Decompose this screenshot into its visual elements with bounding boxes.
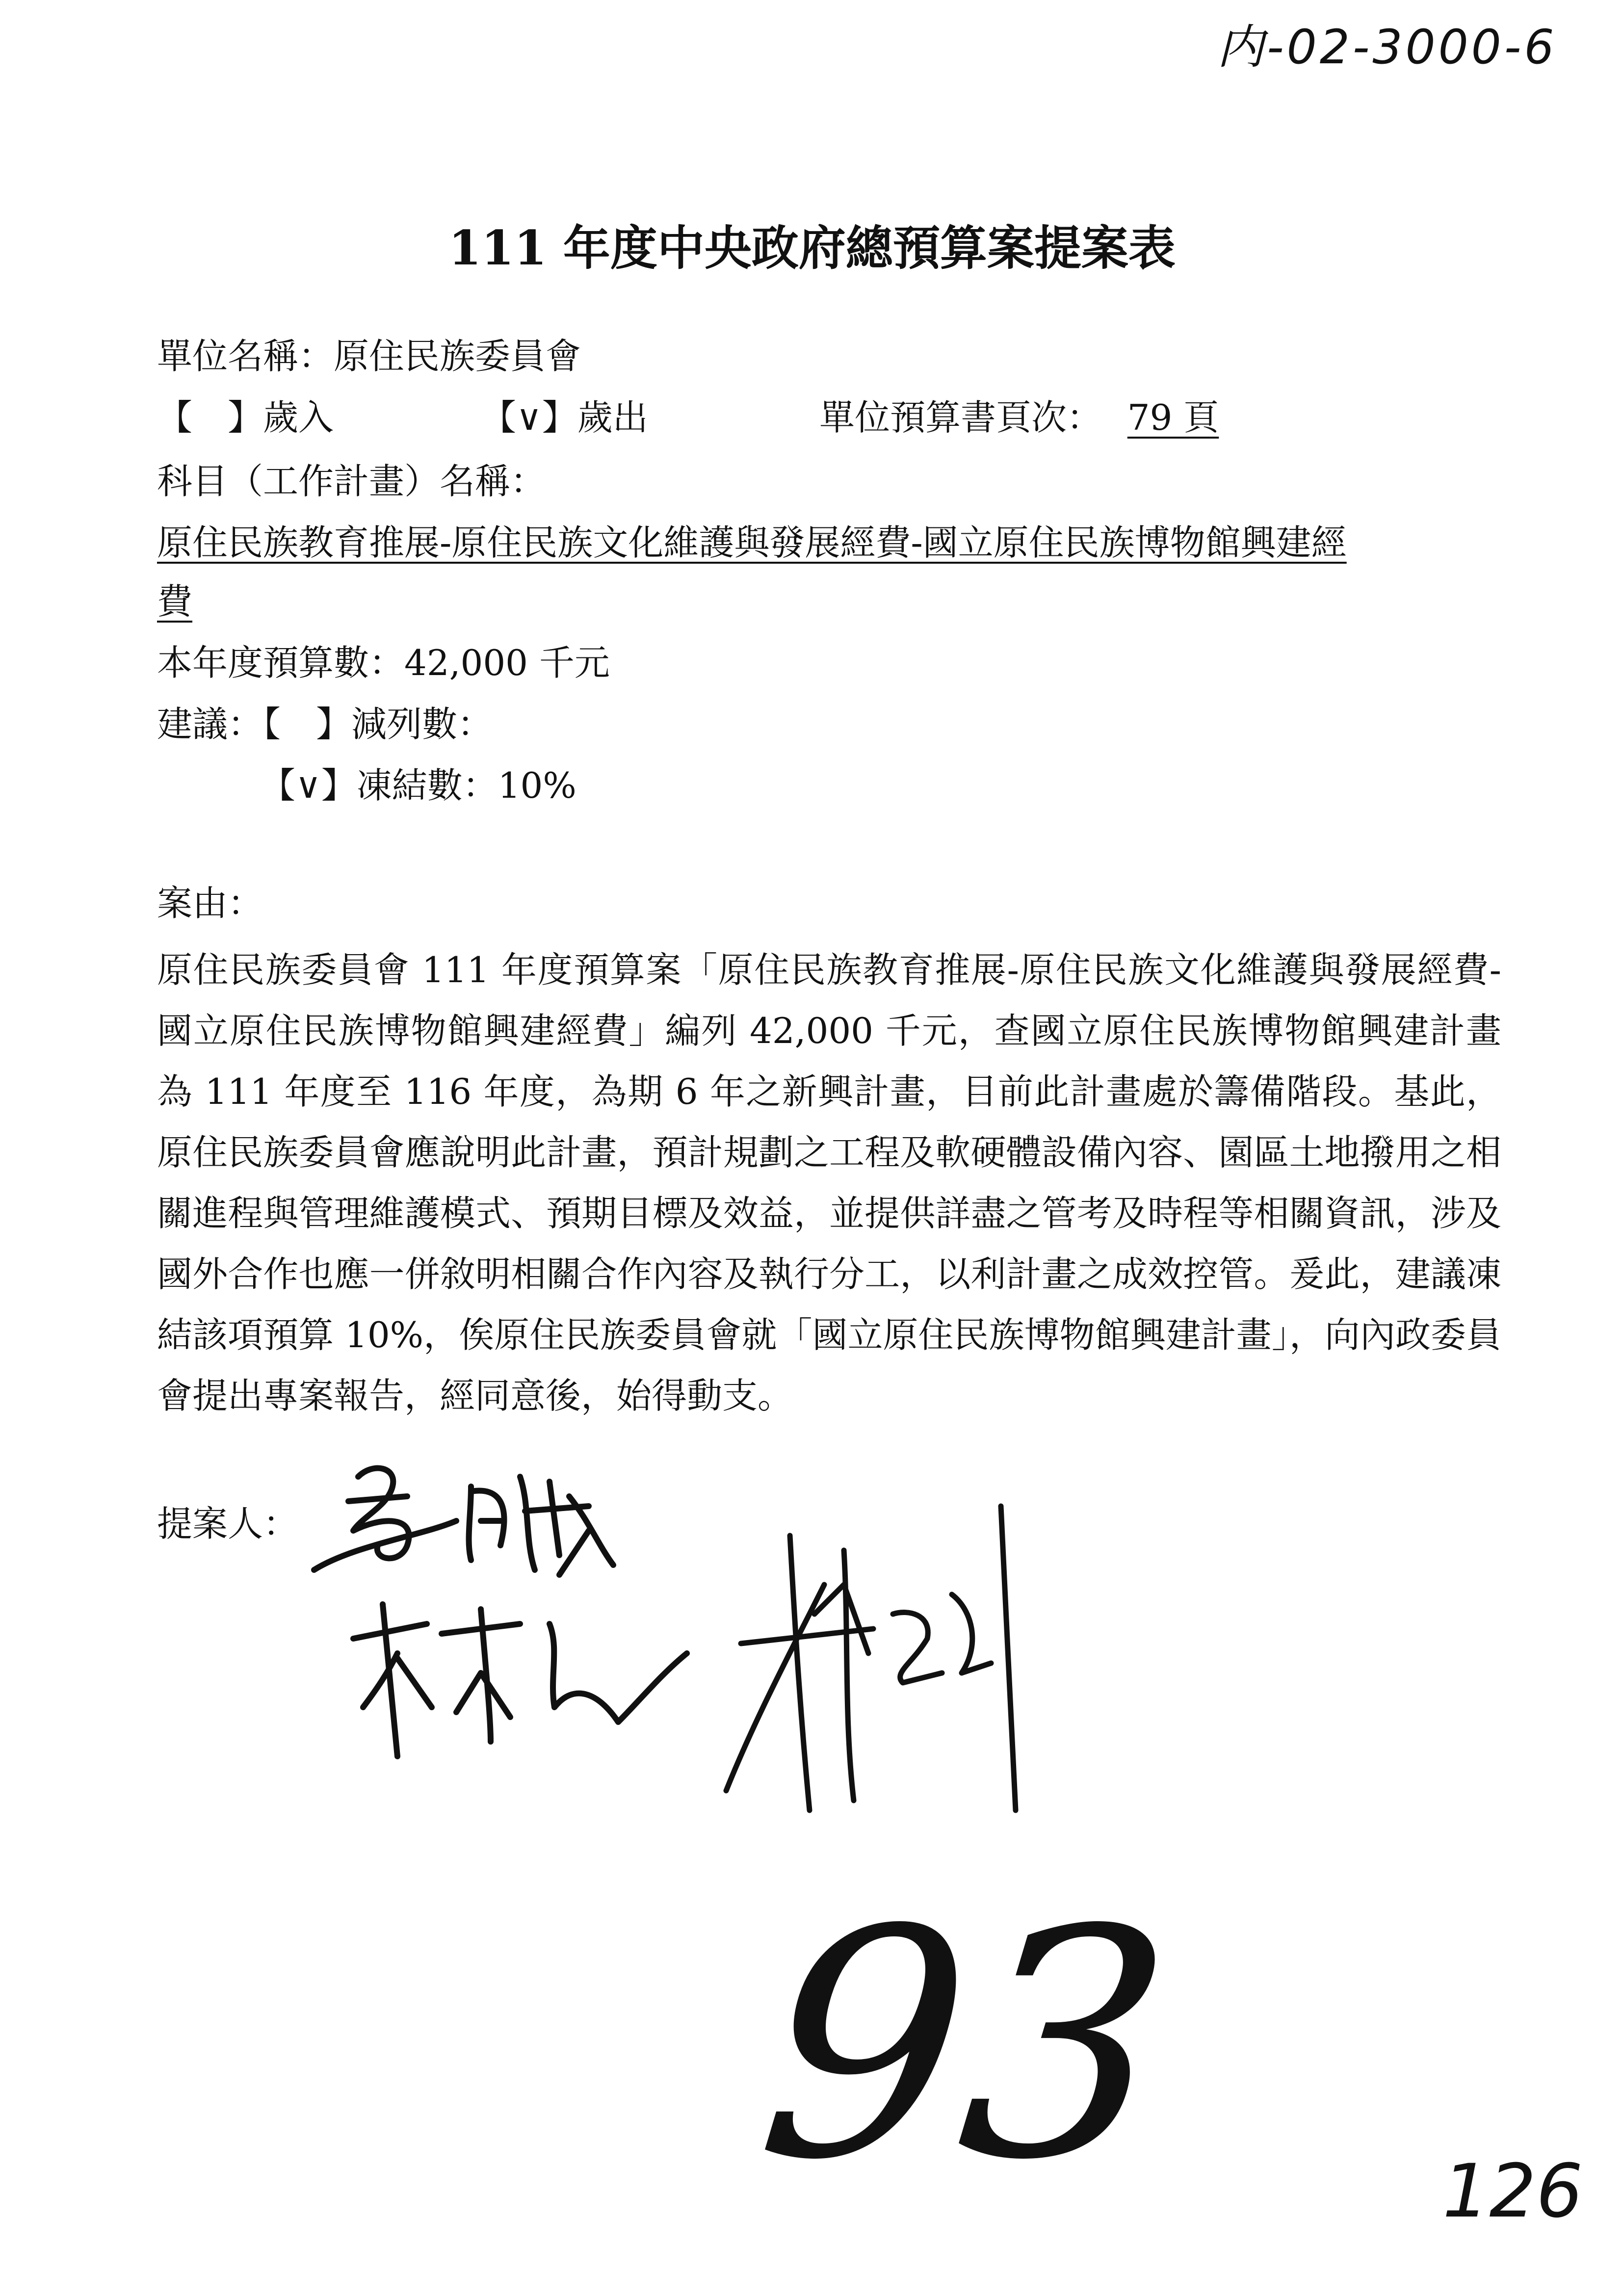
unit-row	[157, 336, 581, 377]
budget-page-label: 單位預算書頁次：	[819, 397, 1102, 438]
budget-label: 本年度預算數：	[157, 642, 405, 683]
freeze-value: 10%	[498, 765, 576, 806]
unit-label: 單位名稱：	[157, 336, 334, 377]
page-title: 111 年度中央政府總預算案提案表	[448, 220, 1176, 276]
signature-2	[343, 1594, 697, 1771]
subject-label: 科目（工作計畫）名稱：	[157, 461, 546, 502]
income-label: 歲入	[263, 397, 334, 438]
budget-page-value: 79 頁	[1127, 397, 1219, 438]
cut-label: 減列數：	[351, 704, 493, 745]
subject-value-line2: 費	[157, 581, 193, 622]
budget-value: 42,000 千元	[404, 642, 610, 683]
stamp-code: 内-02-3000-6	[1217, 20, 1557, 75]
suggestion-freeze-row	[260, 765, 576, 806]
subject-value-line1: 原住民族教育推展-原住民族文化維護與發展經費-國立原住民族博物館興建經	[157, 522, 1347, 563]
expense-checkbox: 【∨】	[481, 397, 577, 438]
budget-row	[157, 642, 610, 683]
cut-checkbox: 【 】	[263, 704, 352, 745]
expense-label: 歲出	[577, 397, 648, 438]
reason-text: 原住民族委員會 111 年度預算案「原住民族教育推展-原住民族文化維護與發展經費-國立原住民族博物館興建經費」編列 42,000 千元，查國立原住民族博物館興建計畫為 111 年度至 116 年度，為期 6 年之新興計畫，目前此計畫處於籌備階段。基此，原住民族委員會應說明此計畫，預計規劃之工程及軟硬體設備內容、園區土地撥用之相關進程與管理維護模式、預期目標及效益，並提供詳盡之管考及時程等相關資訊，涉及國外合作也應一併敘明相關合作內容及執行分工，以利計畫之成效控管。爰此，建議凍結該項預算 10%，俟原住民族委員會就「國立原住民族博物館興建計畫」，向內政委員會提出專案報告，經同意後，始得動支。	[157, 949, 1501, 1416]
unit-value: 原住民族委員會	[334, 336, 581, 377]
reason-label: 案由：	[157, 883, 263, 924]
suggestion-cut-row	[157, 704, 493, 745]
income-checkbox: 【 】	[157, 397, 263, 438]
proposal-number: 93	[746, 1863, 1184, 2228]
budget-page-row	[819, 397, 1244, 438]
freeze-checkbox: 【∨】	[260, 765, 357, 806]
page-number: 126	[1442, 2149, 1583, 2234]
signature-1	[294, 1447, 638, 1594]
expense-row	[481, 397, 648, 438]
proposer-label: 提案人：	[157, 1503, 299, 1544]
freeze-label: 凍結數：	[356, 765, 498, 806]
suggestion-label: 建議：	[157, 704, 263, 745]
signature-3	[697, 1496, 1050, 1840]
type-row	[157, 397, 334, 438]
